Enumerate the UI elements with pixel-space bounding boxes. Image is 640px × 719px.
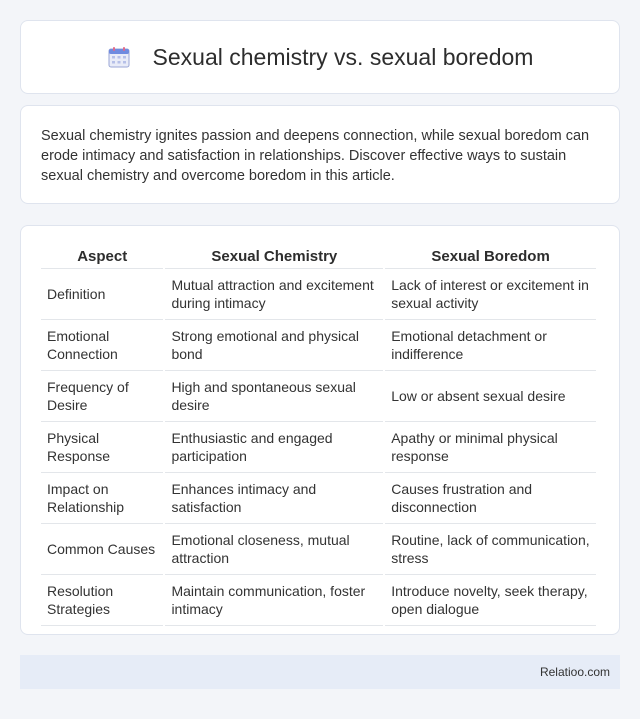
- table-header-row: [41, 244, 596, 269]
- header-sexual-boredom: Sexual Boredom: [385, 244, 596, 269]
- table-cell: Routine, lack of communication, stress: [385, 524, 596, 575]
- table-cell: Strong emotional and physical bond: [165, 320, 383, 371]
- table-row: [41, 371, 596, 422]
- table-cell: Lack of interest or excitement in sexual activity: [385, 269, 596, 320]
- calendar-icon: [107, 45, 131, 69]
- table-cell: Impact on Relationship: [41, 473, 163, 524]
- table-cell: Emotional detachment or indifference: [385, 320, 596, 371]
- table-cell: Enhances intimacy and satisfaction: [165, 473, 383, 524]
- table-cell: Introduce novelty, seek therapy, open dialogue: [385, 575, 596, 626]
- table-cell: Physical Response: [41, 422, 163, 473]
- intro-text: Sexual chemistry ignites passion and deepens connection, while sexual boredom can erode intimacy and satisfaction in relationships. Discover effective ways to sustain sexual chemistry and overcome boredom in this article.: [41, 128, 590, 184]
- table-cell: Frequency of Desire: [41, 371, 163, 422]
- table-cell: Common Causes: [41, 524, 163, 575]
- table-cell: Definition: [41, 269, 163, 320]
- header-aspect: Aspect: [41, 244, 163, 269]
- comparison-card: [20, 225, 620, 635]
- table-row: [41, 524, 596, 575]
- intro-card: [20, 105, 620, 204]
- footer: [20, 655, 620, 689]
- table-cell: Resolution Strategies: [41, 575, 163, 626]
- page-title: Sexual chemistry vs. sexual boredom: [152, 43, 534, 70]
- table-cell: Low or absent sexual desire: [385, 371, 596, 422]
- table-row: [41, 575, 596, 626]
- table-row: [41, 320, 596, 371]
- table-cell: Causes frustration and disconnection: [385, 473, 596, 524]
- table-cell: Enthusiastic and engaged participation: [165, 422, 383, 473]
- header-sexual-chemistry: Sexual Chemistry: [165, 244, 383, 269]
- table-cell: Maintain communication, foster intimacy: [165, 575, 383, 626]
- table-cell: Emotional closeness, mutual attraction: [165, 524, 383, 575]
- comparison-table: [39, 244, 598, 626]
- table-cell: High and spontaneous sexual desire: [165, 371, 383, 422]
- table-row: [41, 422, 596, 473]
- table-cell: Emotional Connection: [41, 320, 163, 371]
- footer-site-name: Relatioo.com: [539, 665, 610, 679]
- table-row: [41, 473, 596, 524]
- table-cell: Mutual attraction and excitement during intimacy: [165, 269, 383, 320]
- table-cell: Apathy or minimal physical response: [385, 422, 596, 473]
- table-row: [41, 269, 596, 320]
- title-card: [20, 20, 620, 94]
